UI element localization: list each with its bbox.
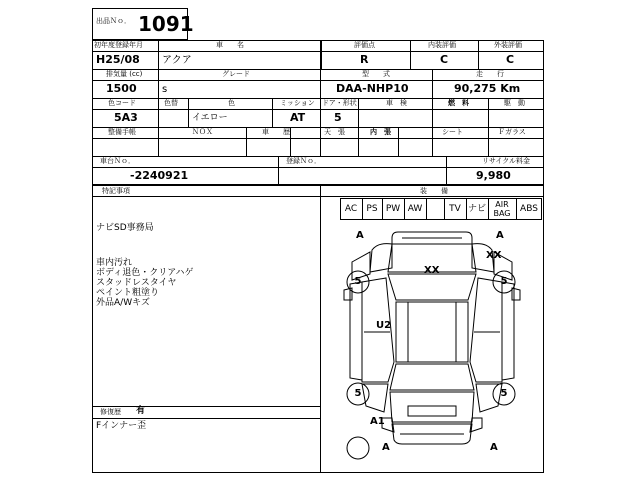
equip-ps: PS: [366, 204, 378, 214]
tire-fr: 5: [500, 276, 508, 287]
note-line: ナビSD事務局: [96, 223, 154, 233]
label-fuel: 燃 料: [448, 99, 469, 107]
label-drive: 駆 動: [504, 99, 525, 107]
mark-bottom-left: A: [382, 442, 390, 453]
label-color: 色: [228, 99, 235, 107]
doors-value: 5: [334, 111, 342, 124]
chassis-value: -2240921: [130, 169, 189, 182]
recycle-value: 9,980: [476, 169, 511, 182]
label-doors: ドア・形状: [322, 99, 357, 107]
score-value: R: [360, 53, 369, 66]
car-diagram: [322, 222, 542, 472]
exterior-grade-value: C: [506, 53, 515, 66]
note-item: 車内汚れ: [96, 258, 133, 268]
tire-fl: 5: [354, 276, 362, 287]
label-notes: 特記事項: [102, 187, 130, 195]
first-reg-value: H25/08: [96, 53, 140, 66]
repair-note: Fインナー歪: [96, 421, 147, 431]
label-inspection: 車 検: [386, 99, 407, 107]
mark-front-left: A: [356, 230, 364, 241]
label-nox: ＮＯＸ: [192, 128, 213, 136]
note-item: ペイント粗塗り: [96, 288, 160, 298]
mark-bottom-right: A: [490, 442, 498, 453]
grade-value: s: [162, 84, 168, 95]
label-equipment: 装 備: [420, 187, 448, 195]
label-interior-grade: 内装評価: [428, 41, 456, 49]
lot-number-label: 出品Ｎｏ．: [96, 17, 131, 25]
mark-roof: XX: [424, 265, 440, 276]
label-color-sys: 色替: [164, 99, 178, 107]
label-grade: グレード: [222, 70, 250, 78]
displacement-value: 1500: [106, 82, 137, 95]
car-name-value: アクア: [162, 55, 192, 66]
label-interior: 内 張: [370, 128, 391, 136]
label-car-name: 車 名: [216, 41, 244, 49]
mark-fr-quarter: XX: [486, 250, 502, 261]
label-score: 評価点: [354, 41, 375, 49]
model-type-value: DAA-NHP10: [336, 82, 409, 95]
label-color-code: 色コード: [108, 99, 136, 107]
label-manual: 整備手帳: [108, 128, 136, 136]
equip-aw: AW: [407, 204, 423, 214]
label-history: 車 歴: [262, 128, 290, 136]
tire-rr: 5: [500, 388, 508, 399]
note-item: ボディ退色・クリアハゲ: [96, 268, 194, 278]
equip-ac: AC: [344, 204, 358, 214]
repair-value: 有: [136, 406, 146, 416]
transmission-value: AT: [290, 111, 306, 124]
equip-airbag: AIR BAG: [493, 200, 511, 218]
equip-tv: TV: [449, 204, 461, 214]
equip-pw: PW: [385, 204, 401, 214]
mark-rear-bumper: A1: [370, 416, 385, 427]
label-reg-no: 登録Ｎｏ．: [286, 157, 321, 165]
interior-grade-value: C: [440, 53, 449, 66]
mark-left-side: U2: [376, 320, 392, 331]
note-item: 外品A/Wキズ: [96, 298, 150, 308]
mark-front-right: A: [496, 230, 504, 241]
label-seat: シート: [442, 128, 463, 136]
label-displacement: 排気量 (cc): [106, 70, 143, 78]
label-recycle: リサイクル料金: [482, 157, 531, 165]
note-item: スタッドレスタイヤ: [96, 278, 177, 288]
equip-abs: ABS: [520, 204, 538, 214]
color-code-value: 5A3: [114, 111, 138, 124]
label-roof: 天 張: [324, 128, 345, 136]
label-f-glass: Ｆガラス: [498, 128, 526, 136]
label-repair: 修復歴: [100, 408, 121, 416]
equip-navi: ナビ: [467, 204, 486, 214]
label-chassis: 車台Ｎｏ．: [100, 157, 135, 165]
mileage-value: 90,275 Km: [454, 82, 521, 95]
tire-rl: 5: [354, 388, 362, 399]
lot-number: 1091: [138, 12, 194, 36]
label-transmission: ミッション: [280, 99, 315, 107]
label-exterior-grade: 外装評価: [494, 41, 522, 49]
label-model-type: 型 式: [362, 70, 390, 78]
label-mileage: 走 行: [476, 70, 504, 78]
color-value: イエロー: [192, 113, 228, 123]
label-first-reg: 初年度登録年月: [94, 41, 143, 49]
